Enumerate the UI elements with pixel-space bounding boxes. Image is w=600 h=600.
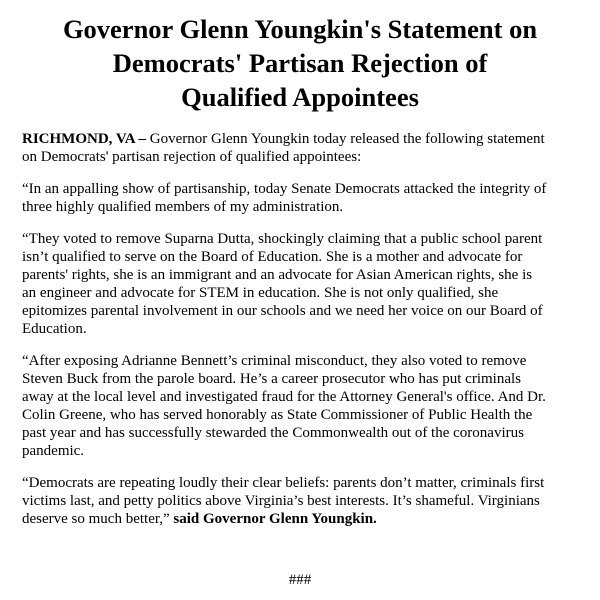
text-line: Colin Greene, who has served honorably as State Commissioner of Public Health the <box>22 407 533 423</box>
text-line: Education. <box>22 321 87 337</box>
title-line: Qualified Appointees <box>181 82 419 112</box>
dateline: RICHMOND, VA – <box>22 131 147 147</box>
quote-paragraph-1 <box>22 180 590 216</box>
quote-paragraph-4 <box>22 474 590 528</box>
page-title <box>0 12 600 114</box>
text-line: away at the local level and investigated fraud for the Attorney General's office. And Dr. <box>22 389 546 405</box>
title-line: Democrats' Partisan Rejection of <box>112 48 488 78</box>
text-line: isn’t qualified to serve on the Board of Education. She is a mother and advocate for <box>22 249 523 265</box>
intro-text: on Democrats' partisan rejection of qualified appointees: <box>22 149 362 165</box>
text-line: “After exposing Adrianne Bennett’s criminal misconduct, they also voted to remove <box>22 353 527 369</box>
text-line: victims last, and petty politics above Virginia’s best interests. It’s shameful. Virginians <box>22 493 540 509</box>
intro-text: Governor Glenn Youngkin today released the following statement <box>146 131 545 147</box>
title-line: Governor Glenn Youngkin's Statement on <box>62 14 538 44</box>
text-line: epitomizes parental involvement in our schools and we need her voice on our Board of <box>22 303 543 319</box>
text-line: “They voted to remove Suparna Dutta, shockingly claiming that a public school parent <box>22 231 543 247</box>
statement-body <box>22 130 590 542</box>
text-line: three highly qualified members of my administration. <box>22 199 344 215</box>
text-line: “Democrats are repeating loudly their clear beliefs: parents don’t matter, criminals first <box>22 475 545 491</box>
quote-paragraph-3 <box>22 352 590 460</box>
text-line: pandemic. <box>22 443 85 459</box>
text-line: past year and has successfully stewarded the Commonwealth out of the coronavirus <box>22 425 524 441</box>
attribution: said Governor Glenn Youngkin. <box>173 511 377 527</box>
text-line: parents' rights, she is an immigrant and an advocate for Asian American rights, she is <box>22 267 533 283</box>
end-marker: ### <box>288 572 312 588</box>
quote-paragraph-2 <box>22 230 590 338</box>
text-line: “In an appalling show of partisanship, today Senate Democrats attacked the integrity of <box>22 181 547 197</box>
intro-paragraph <box>22 130 590 166</box>
text-line: Steven Buck from the parole board. He’s a career prosecutor who has put criminals <box>22 371 521 387</box>
text-line: deserve so much better,” <box>22 511 174 527</box>
text-line: an engineer and advocate for STEM in education. She is not only qualified, she <box>22 285 499 301</box>
